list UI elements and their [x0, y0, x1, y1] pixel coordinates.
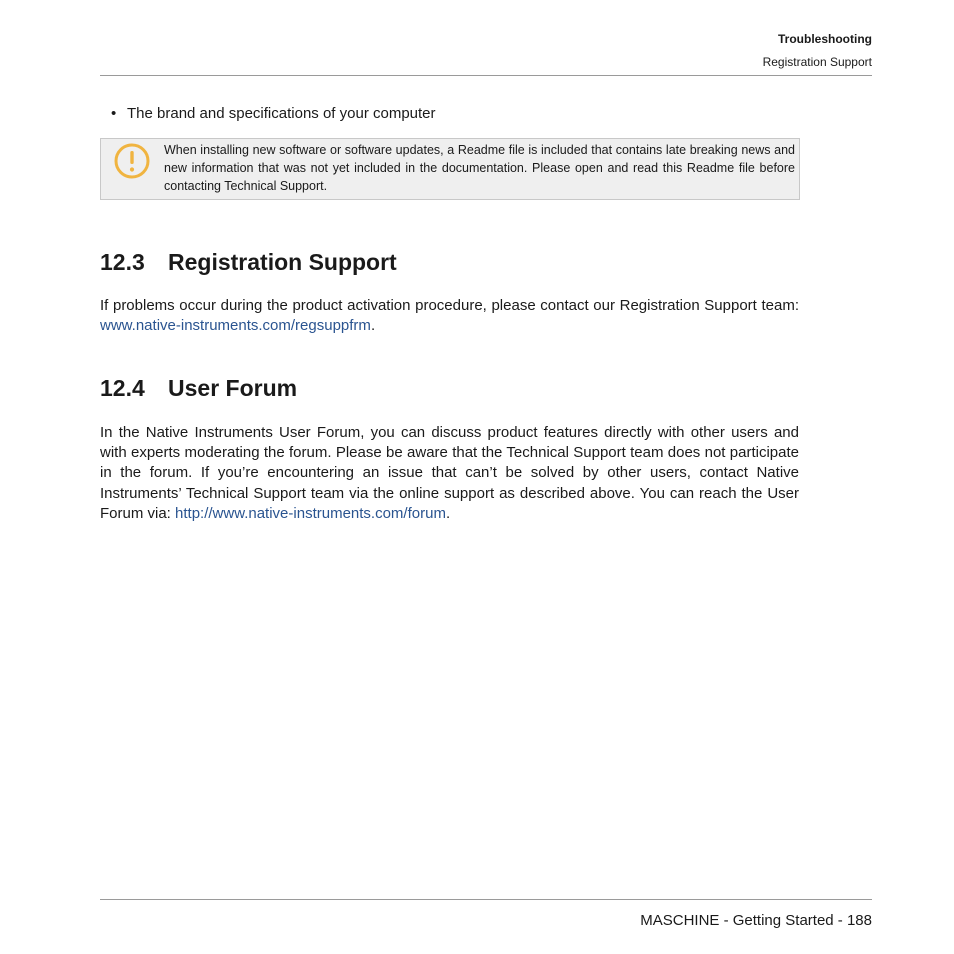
page-footer: MASCHINE - Getting Started - 188: [640, 912, 872, 929]
heading-title: Registration Support: [168, 249, 397, 275]
registration-text-end: .: [370, 317, 376, 335]
header-divider: [100, 75, 872, 76]
heading-user-forum: [100, 374, 297, 402]
heading-number: 12.3: [100, 249, 145, 275]
chapter-title: Troubleshooting: [778, 32, 872, 46]
footer-divider: [100, 899, 872, 900]
registration-paragraph: [100, 296, 799, 336]
heading-title: User Forum: [168, 375, 298, 401]
forum-text-end: .: [445, 504, 451, 522]
registration-text: If problems occur during the product activation procedure, please contact our Registration Support team:: [100, 297, 799, 314]
note-text: When installing new software or software updates, a Readme file is included that contains late breaking news and new information that was not yet included in the documentation. Please open and read this Readme file before contacting Technical Support.: [164, 143, 795, 193]
forum-link[interactable]: http://www.native-instruments.com/forum: [175, 504, 446, 522]
bullet-glyph: •: [111, 105, 117, 122]
forum-text: In the Native Instruments User Forum, you can discuss product features directly with other users and with experts moderating the forum. Please be aware that the Technical Support team does not participate in the forum. If you’re encountering an issue that can’t be solved by other users, contact Native Instruments’ Technical Support team via the online support as described above. You can reach the User Forum via:: [100, 424, 799, 522]
exclamation-circle-icon: [114, 143, 150, 179]
page-header: [100, 30, 872, 71]
forum-paragraph: [100, 423, 799, 524]
bullet-text: The brand and specifications of your computer: [127, 105, 436, 122]
registration-link[interactable]: www.native-instruments.com/regsuppfrm: [100, 317, 371, 335]
section-title: Registration Support: [762, 55, 872, 69]
note-box: [100, 138, 800, 200]
heading-number: 12.4: [100, 375, 145, 401]
bullet-item: [111, 104, 436, 123]
heading-registration-support: [100, 248, 397, 276]
